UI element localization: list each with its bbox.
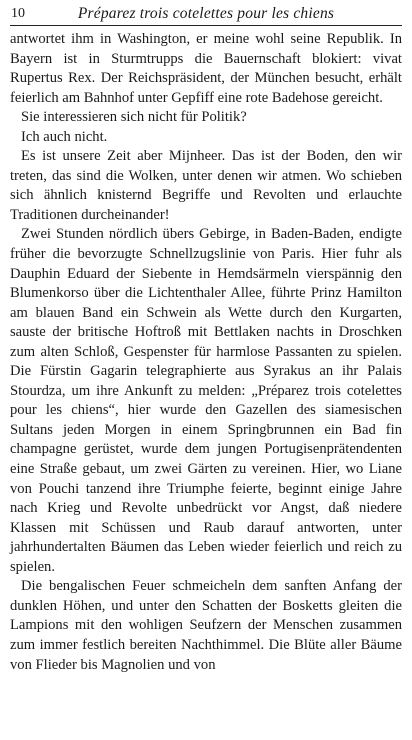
body-text <box>10 30 402 675</box>
running-title: Préparez trois cotelettes pour les chiens <box>77 5 335 22</box>
paragraph-question: Sie interessieren sich nicht für Politik? <box>21 109 247 126</box>
paragraph-continuation: antwortet ihm in Washington, er meine wohl seine Republik. In Bayern ist in Sturmtrupps die Bauernschaft blokiert: vivat Rupertus Rex. Der Reichspräsident, der München besucht, erhält feierlich am Bahnhof unter Gepfiff eine rote Badehose gereicht. <box>10 31 402 106</box>
paragraph-reply: Ich auch nicht. <box>21 128 108 145</box>
paragraph-our-time: Es ist unsere Zeit aber Mijnheer. Das ist der Boden, den wir treten, das sind die Wolken, unter denen wir atmen. Wo schieben sich ähnlich knisternd Begriffe und Revolten und erlauchte Traditionen durcheinander! <box>10 148 402 223</box>
paragraph-baden-baden: Zwei Stunden nördlich übers Gebirge, in Baden-Baden, endigte früher die bevorzugte Schnellzugslinie von Paris. Hier fuhr als Dauphin Eduard der Siebente in Hemdsärmeln vierspännig den Blumenkorso über die Lichtenthaler Allee, führte Prinz Hamilton am blauen Band ein Schwein als Wette durch den Kurgarten, sauste der britische Hoftroß mit Bettlaken nachts in Droschken zum alten Schloß, Gespenster für harmlose Passanten zu spielen. Die Fürstin Gagarin telegraphierte aus Syrakus an ihr Palais Stourdza, um ihre Ankunft zu melden: „Préparez trois cotelettes pour les chiens“, hier wurde den Gazellen des siamesischen Sultans jeden Morgen in einem Springbrunnen ein Bad fin champagne gerüstet, wurde dem jungen Portugisenprätendenten eine Straße gebaut, um zwei Gärten zu vereinen. Hier, wo Liane von Pouchi tanzend ihre Triumphe feierte, beginnt einige Jahre nach Krieg und Revolte unbedrückt vor Angst, daß niedere Klassen mit Schüssen und Raub darauf antworten, unter jahrhundertalten Bäumen das Leben wieder feierlich und reich zu spielen. <box>10 226 402 575</box>
paragraph-bengal-fire: Die bengalischen Feuer schmeicheln dem sanften Anfang der dunklen Höhen, und unter den Schatten der Bosketts gleiten die Lampions mit den wohligen Seufzern der Menschen zusammen zum immer festlich bereiten Nachthimmel. Die Blüte aller Bäume von Flieder bis Magnolien und von <box>10 578 402 673</box>
page-header <box>10 3 402 26</box>
page-number: 10 <box>11 6 25 21</box>
